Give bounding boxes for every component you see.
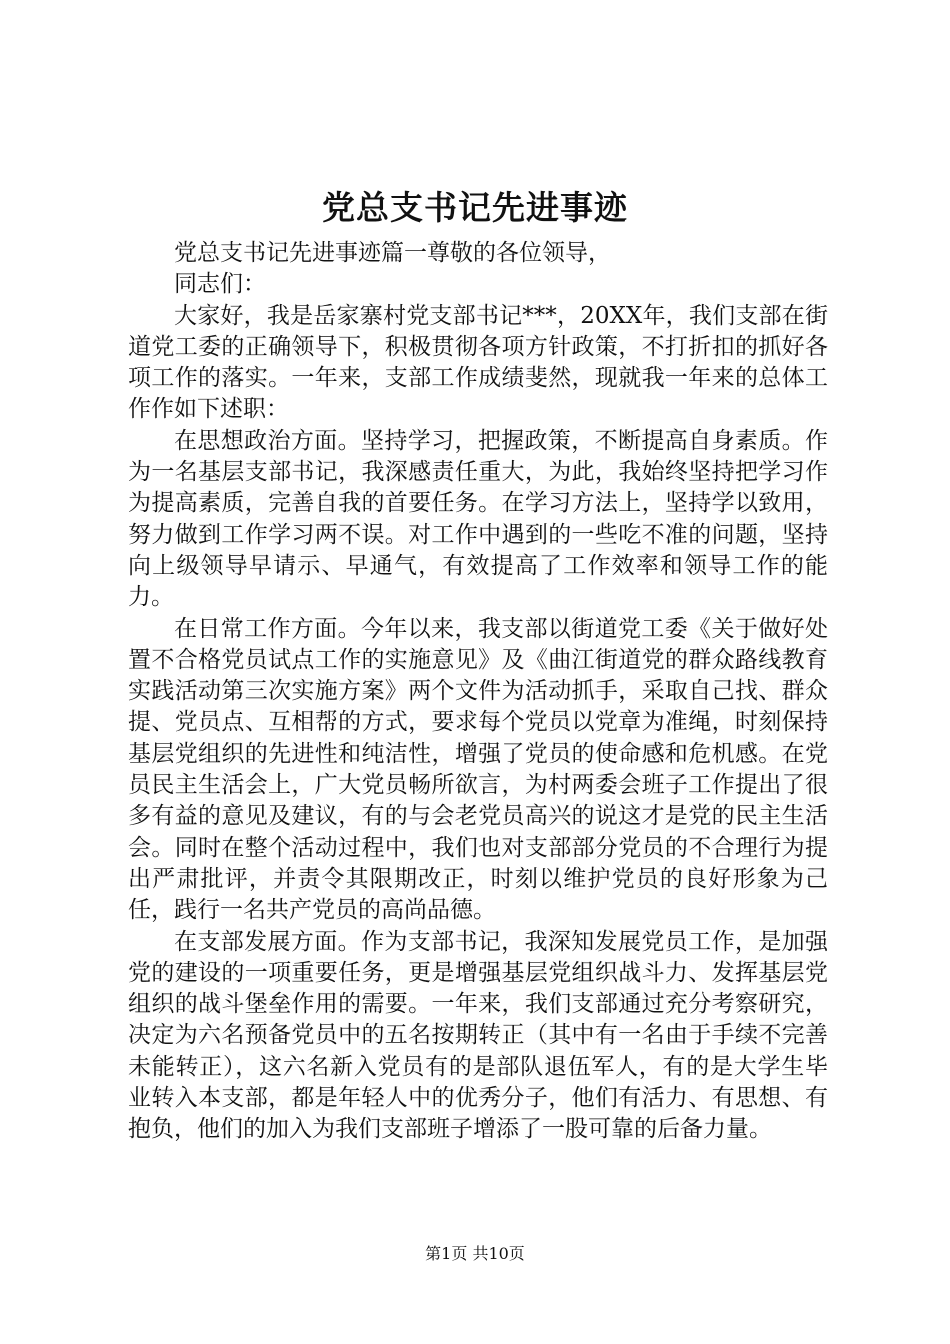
page-footer: 第1页 共10页	[425, 1244, 525, 1263]
document-body	[128, 238, 828, 1146]
paragraph: 在思想政治方面。坚持学习，把握政策，不断提高自身素质。作为一名基层支部书记，我深感责任重大，为此，我始终坚持把学习作为提高素质，完善自我的首要任务。在学习方法上，坚持学以致用，努力做到工作学习两不误。对工作中遇到的一些吃不准的问题，坚持向上级领导早请示、早通气，有效提高了工作效率和领导工作的能力。	[128, 427, 828, 611]
document-title: 党总支书记先进事迹	[322, 188, 628, 227]
paragraph: 同志们：	[174, 271, 266, 298]
paragraph: 在支部发展方面。作为支部书记，我深知发展党员工作，是加强党的建设的一项重要任务，更是增强基层党组织战斗力、发挥基层党组织的战斗堡垒作用的需要。一年来，我们支部通过充分考察研究，决定为六名预备党员中的五名按期转正（其中有一名由于手续不完善未能转正），这六名新入党员有的是部队退伍军人，有的是大学生毕业转入本支部，都是年轻人中的优秀分子，他们有活力、有思想、有抱负，他们的加入为我们支部班子增添了一股可靠的后备力量。	[128, 928, 828, 1143]
paragraph: 在日常工作方面。今年以来，我支部以街道党工委《关于做好处置不合格党员试点工作的实施意见》及《曲江街道党的群众路线教育实践活动第三次实施方案》两个文件为活动抓手，采取自己找、群众提、党员点、互相帮的方式，要求每个党员以党章为准绳，时刻保持基层党组织的先进性和纯洁性，增强了党员的使命感和危机感。在党员民主生活会上，广大党员畅所欲言，为村两委会班子工作提出了很多有益的意见及建议，有的与会老党员高兴的说这才是党的民主生活会。同时在整个活动过程中，我们也对支部部分党员的不合理行为提出严肃批评，并责令其限期改正，时刻以维护党员的良好形象为己任，践行一名共产党员的高尚品德。	[128, 615, 828, 924]
paragraph: 大家好，我是岳家寨村党支部书记***，20XX年，我们支部在街道党工委的正确领导下，积极贯彻各项方针政策，不打折扣的抓好各项工作的落实。一年来，支部工作成绩斐然，现就我一年来的总体工作作如下述职：	[128, 302, 828, 423]
paragraph: 党总支书记先进事迹篇一尊敬的各位领导，	[174, 240, 611, 266]
